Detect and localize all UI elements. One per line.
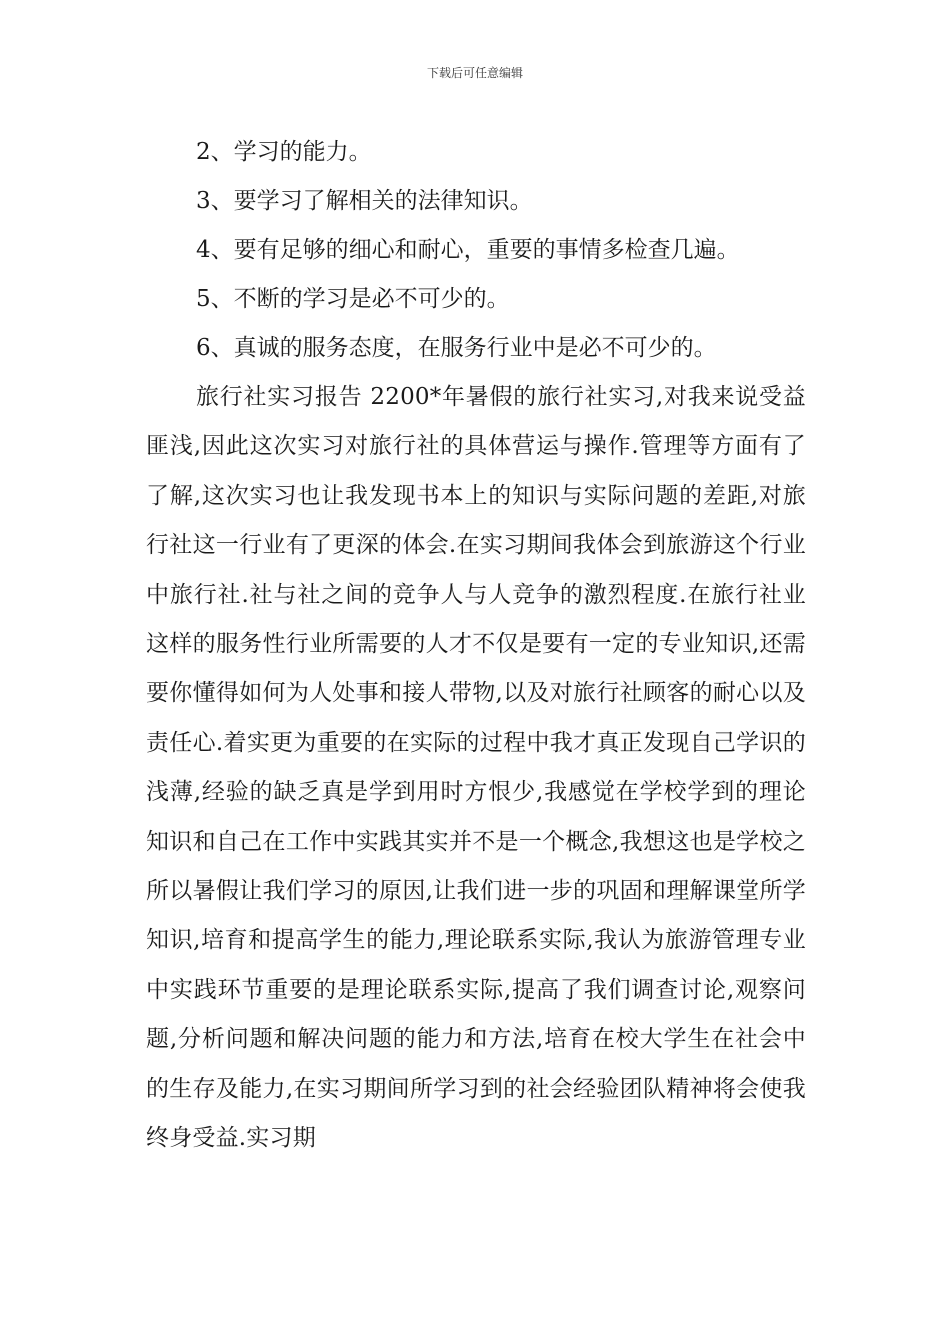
document-body (146, 128, 806, 1164)
list-item: 6、真诚的服务态度，在服务行业中是必不可少的。 (196, 335, 717, 361)
list-item: 2、学习的能力。 (196, 139, 372, 165)
body-paragraph: 旅行社实习报告 2200*年暑假的旅行社实习,对我来说受益匪浅,因此这次实习对旅行社的具体营运与操作.管理等方面有了了解,这次实习也让我发现书本上的知识与实际问题的差距,对旅行社这一行业有了更深的体会.在实习期间我体会到旅游这个行业中旅行社.社与社之间的竞争人与人竞争的激烈程度.在旅行社业这样的服务性行业所需要的人才不仅是要有一定的专业知识,还需要你懂得如何为人处事和接人带物,以及对旅行社顾客的耐心以及责任心.着实更为重要的在实际的过程中我才真正发现自己学识的浅薄,经验的缺乏真是学到用时方恨少,我感觉在学校学到的理论知识和自己在工作中实践其实并不是一个概念,我想这也是学校之所以暑假让我们学习的原因,让我们进一步的巩固和理解课堂所学知识,培育和提高学生的能力,理论联系实际,我认为旅游管理专业中实践环节重要的是理论联系实际,提高了我们调查讨论,观察问题,分析问题和解决问题的能力和方法,培育在校大学生在社会中的生存及能力,在实习期间所学习到的社会经验团队精神将会使我终身受益.实习期 (146, 384, 806, 1152)
page-header-note: 下载后可任意编辑 (426, 66, 523, 80)
list-item: 4、要有足够的细心和耐心，重要的事情多检查几遍。 (196, 237, 740, 263)
list-item: 3、要学习了解相关的法律知识。 (196, 188, 533, 214)
list-item: 5、不断的学习是必不可少的。 (196, 286, 510, 312)
